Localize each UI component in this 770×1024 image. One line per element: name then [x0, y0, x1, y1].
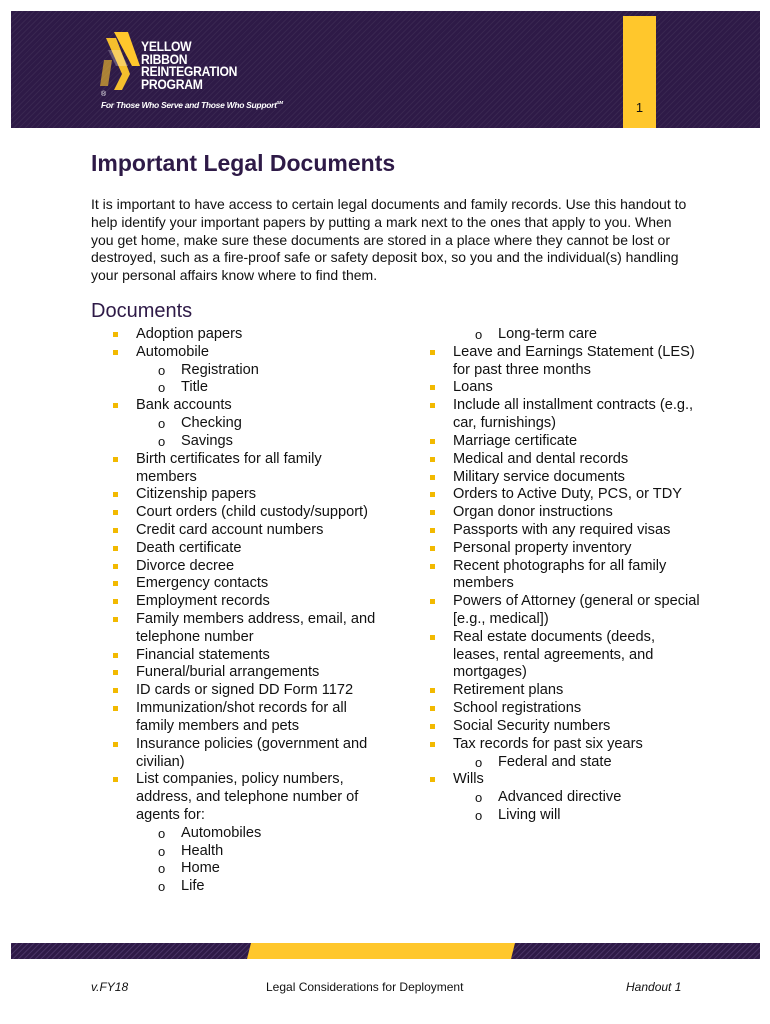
list-item: Automobile	[113, 344, 383, 362]
section-title: Documents	[91, 300, 193, 322]
page-title: Important Legal Documents	[91, 150, 396, 176]
list-item: Emergency contacts	[113, 575, 383, 593]
list-item: o Federal and state	[430, 754, 700, 772]
list-item: Wills	[430, 771, 700, 789]
list-item: Family members address, email, and telephone number	[113, 611, 383, 647]
logo-wordmark: YELLOW RIBBON REINTEGRATION PROGRAM	[141, 39, 238, 92]
list-item: Divorce decree	[113, 558, 383, 576]
footer-band	[11, 943, 760, 959]
list-item: ID cards or signed DD Form 1172	[113, 682, 383, 700]
registered-mark: ®	[101, 91, 107, 98]
list-item: o Health	[113, 843, 383, 861]
list-item: o Home	[113, 860, 383, 878]
list-item: Death certificate	[113, 540, 383, 558]
list-item: List companies, policy numbers, address, and telephone number of agents for:	[113, 771, 383, 824]
list-item: Adoption papers	[113, 326, 383, 344]
list-item: Insurance policies (government and civilian)	[113, 736, 383, 772]
list-item: Include all installment contracts (e.g., car, furnishings)	[430, 397, 700, 433]
list-item: Credit card account numbers	[113, 522, 383, 540]
list-item: Loans	[430, 379, 700, 397]
list-item: o Checking	[113, 415, 383, 433]
list-item: Bank accounts	[113, 397, 383, 415]
list-item: Immunization/shot records for all family members and pets	[113, 700, 383, 736]
footer-handout: Handout 1	[626, 980, 682, 994]
list-item: Tax records for past six years	[430, 736, 700, 754]
list-item: o Registration	[113, 362, 383, 380]
list-item: Medical and dental records	[430, 451, 700, 469]
documents-list-left	[113, 326, 383, 896]
list-item: Employment records	[113, 593, 383, 611]
list-item: Passports with any required visas	[430, 522, 700, 540]
list-item: Orders to Active Duty, PCS, or TDY	[430, 486, 700, 504]
list-item: Funeral/burial arrangements	[113, 664, 383, 682]
list-item: Marriage certificate	[430, 433, 700, 451]
footer-title: Legal Considerations for Deployment	[266, 980, 464, 994]
logo-tagline: For Those Who Serve and Those Who Support℠	[101, 100, 283, 110]
list-item: o Living will	[430, 807, 700, 825]
list-item: Citizenship papers	[113, 486, 383, 504]
list-item: Social Security numbers	[430, 718, 700, 736]
list-item: School registrations	[430, 700, 700, 718]
list-item: Real estate documents (deeds, leases, rental agreements, and mortgages)	[430, 629, 700, 682]
list-item: Organ donor instructions	[430, 504, 700, 522]
list-item: Military service documents	[430, 469, 700, 487]
list-item: Personal property inventory	[430, 540, 700, 558]
list-item: o Savings	[113, 433, 383, 451]
list-item: o Life	[113, 878, 383, 896]
list-item: o Advanced directive	[430, 789, 700, 807]
page-number: 1	[635, 100, 644, 115]
list-item: Retirement plans	[430, 682, 700, 700]
list-item: Powers of Attorney (general or special [e.g., medical])	[430, 593, 700, 629]
list-item: Birth certificates for all family members	[113, 451, 383, 487]
yellow-ribbon-logo-icon	[100, 30, 142, 100]
service-mark: SM	[276, 100, 283, 106]
list-item: Court orders (child custody/support)	[113, 504, 383, 522]
list-item: o Automobiles	[113, 825, 383, 843]
list-item: Recent photographs for all family members	[430, 558, 700, 594]
documents-list-right	[430, 326, 700, 825]
page-number-tab	[623, 16, 656, 128]
list-item: Leave and Earnings Statement (LES) for past three months	[430, 344, 700, 380]
footer-version: v.FY18	[91, 980, 129, 994]
list-item: o Title	[113, 379, 383, 397]
list-item: Financial statements	[113, 647, 383, 665]
list-item: o Long-term care	[430, 326, 700, 344]
intro-paragraph: It is important to have access to certain legal documents and family records. Use this handout to help identify your important papers by putting a mark next to the ones that apply to you. When you get home, make sure these documents are stored in a place where they cannot be lost or destroyed, such as a fire-proof safe or safety deposit box, so you and the individual(s) handling your personal affairs know where to find them.	[91, 196, 687, 284]
